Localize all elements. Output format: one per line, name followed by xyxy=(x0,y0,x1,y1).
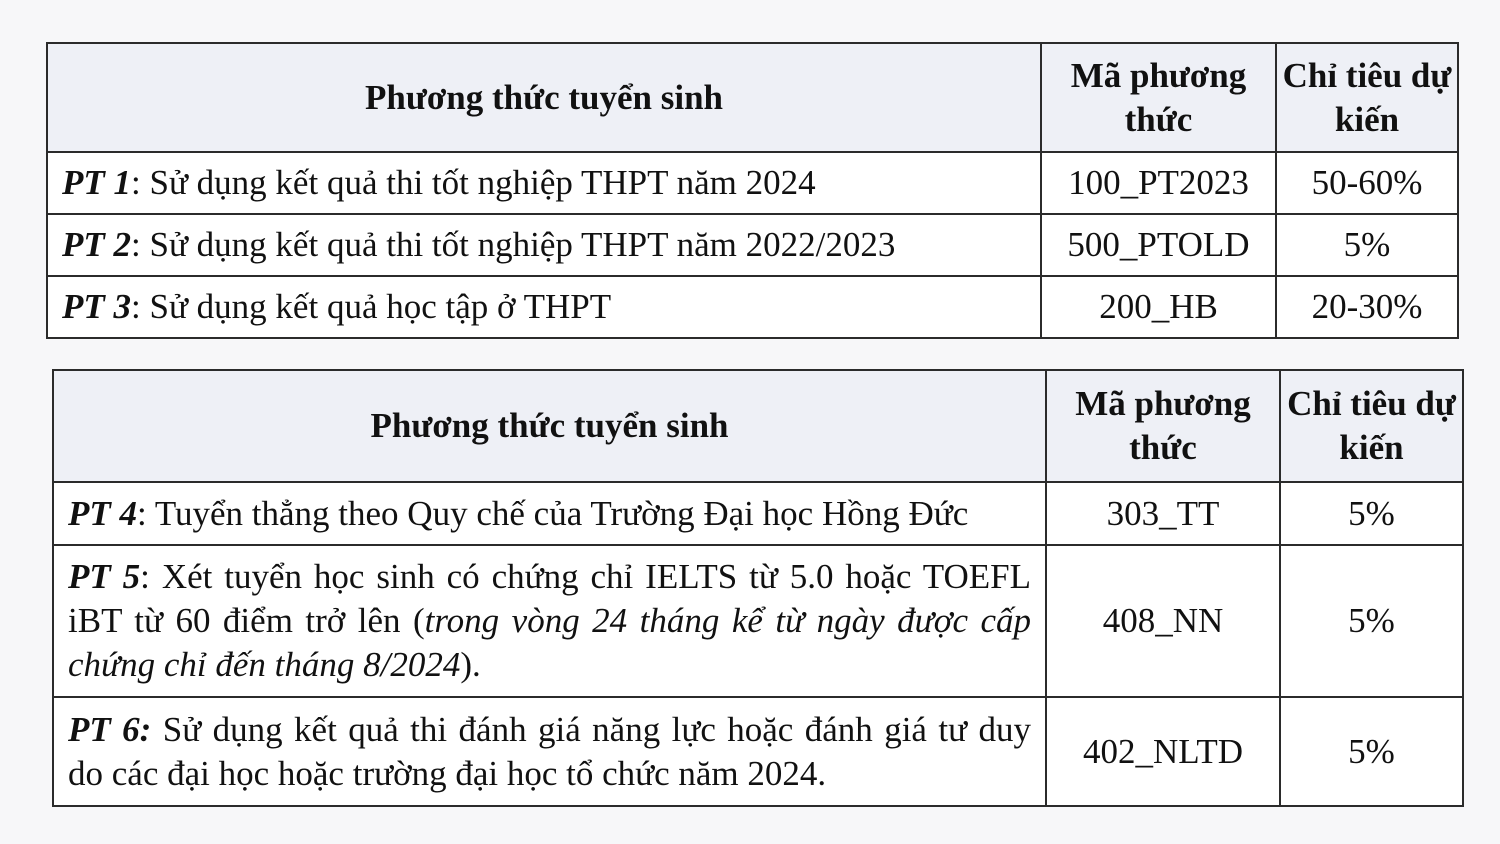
method-separator: : xyxy=(131,287,150,326)
method-cell xyxy=(47,276,1041,338)
method-quota: 5% xyxy=(1280,697,1463,806)
method-separator: : xyxy=(131,225,150,264)
admission-methods-table-2 xyxy=(52,369,1464,807)
method-label: PT 5 xyxy=(68,557,141,596)
method-text: Sử dụng kết quả học tập ở THPT xyxy=(149,287,612,326)
method-code: 100_PT2023 xyxy=(1041,152,1276,214)
method-label: PT 2 xyxy=(62,225,132,264)
method-text: Sử dụng kết quả thi tốt nghiệp THPT năm 2024 xyxy=(149,163,816,202)
header-quota: Chỉ tiêu dự kiến xyxy=(1280,370,1463,482)
method-label: PT 1 xyxy=(62,163,132,202)
method-code: 303_TT xyxy=(1046,482,1280,545)
method-separator: : xyxy=(140,557,162,596)
method-code: 402_NLTD xyxy=(1046,697,1280,806)
table-row xyxy=(47,214,1458,276)
table-row xyxy=(53,545,1463,697)
method-text: Sử dụng kết quả thi đánh giá năng lực hoặc đánh giá tư duy do các đại học hoặc trường đại học tổ chức năm 2024. xyxy=(68,709,1031,793)
table-header-row xyxy=(47,43,1458,152)
table-row xyxy=(53,482,1463,545)
method-separator: : xyxy=(131,163,150,202)
method-label: PT 4 xyxy=(68,493,138,533)
method-text: Sử dụng kết quả thi tốt nghiệp THPT năm 2022/2023 xyxy=(149,225,896,264)
table-header-row xyxy=(53,370,1463,482)
header-quota: Chỉ tiêu dự kiến xyxy=(1276,43,1458,152)
method-separator: : xyxy=(137,493,155,533)
method-text: Tuyển thẳng theo Quy chế của Trường Đại học Hồng Đức xyxy=(154,493,969,533)
method-text: Xét tuyển học sinh có chứng chỉ IELTS từ 5.0 hoặc TOEFL iBT từ 60 điểm trở lên ( xyxy=(68,557,1031,640)
method-code: 500_PTOLD xyxy=(1041,214,1276,276)
method-quota: 20-30% xyxy=(1276,276,1458,338)
method-code: 408_NN xyxy=(1046,545,1280,697)
method-text-end: ). xyxy=(460,645,481,684)
method-note: trong vòng 24 tháng kể từ ngày được cấp chứng chỉ đến tháng 8/2024 xyxy=(68,601,1031,684)
method-quota: 5% xyxy=(1280,482,1463,545)
table-row xyxy=(47,152,1458,214)
method-quota: 5% xyxy=(1280,545,1463,697)
header-code: Mã phương thức xyxy=(1046,370,1280,482)
method-separator xyxy=(151,710,162,749)
method-cell xyxy=(47,214,1041,276)
method-cell xyxy=(53,545,1046,697)
header-method: Phương thức tuyển sinh xyxy=(53,370,1046,482)
method-label: PT 6: xyxy=(68,709,152,749)
admission-methods-table-1 xyxy=(46,42,1459,339)
header-code: Mã phương thức xyxy=(1041,43,1276,152)
method-quota: 50-60% xyxy=(1276,152,1458,214)
table-row xyxy=(53,697,1463,806)
method-quota: 5% xyxy=(1276,214,1458,276)
method-cell xyxy=(53,482,1046,545)
method-cell xyxy=(53,697,1046,806)
table-row xyxy=(47,276,1458,338)
header-method: Phương thức tuyển sinh xyxy=(47,43,1041,152)
method-cell xyxy=(47,152,1041,214)
method-code: 200_HB xyxy=(1041,276,1276,338)
method-label: PT 3 xyxy=(62,287,132,326)
